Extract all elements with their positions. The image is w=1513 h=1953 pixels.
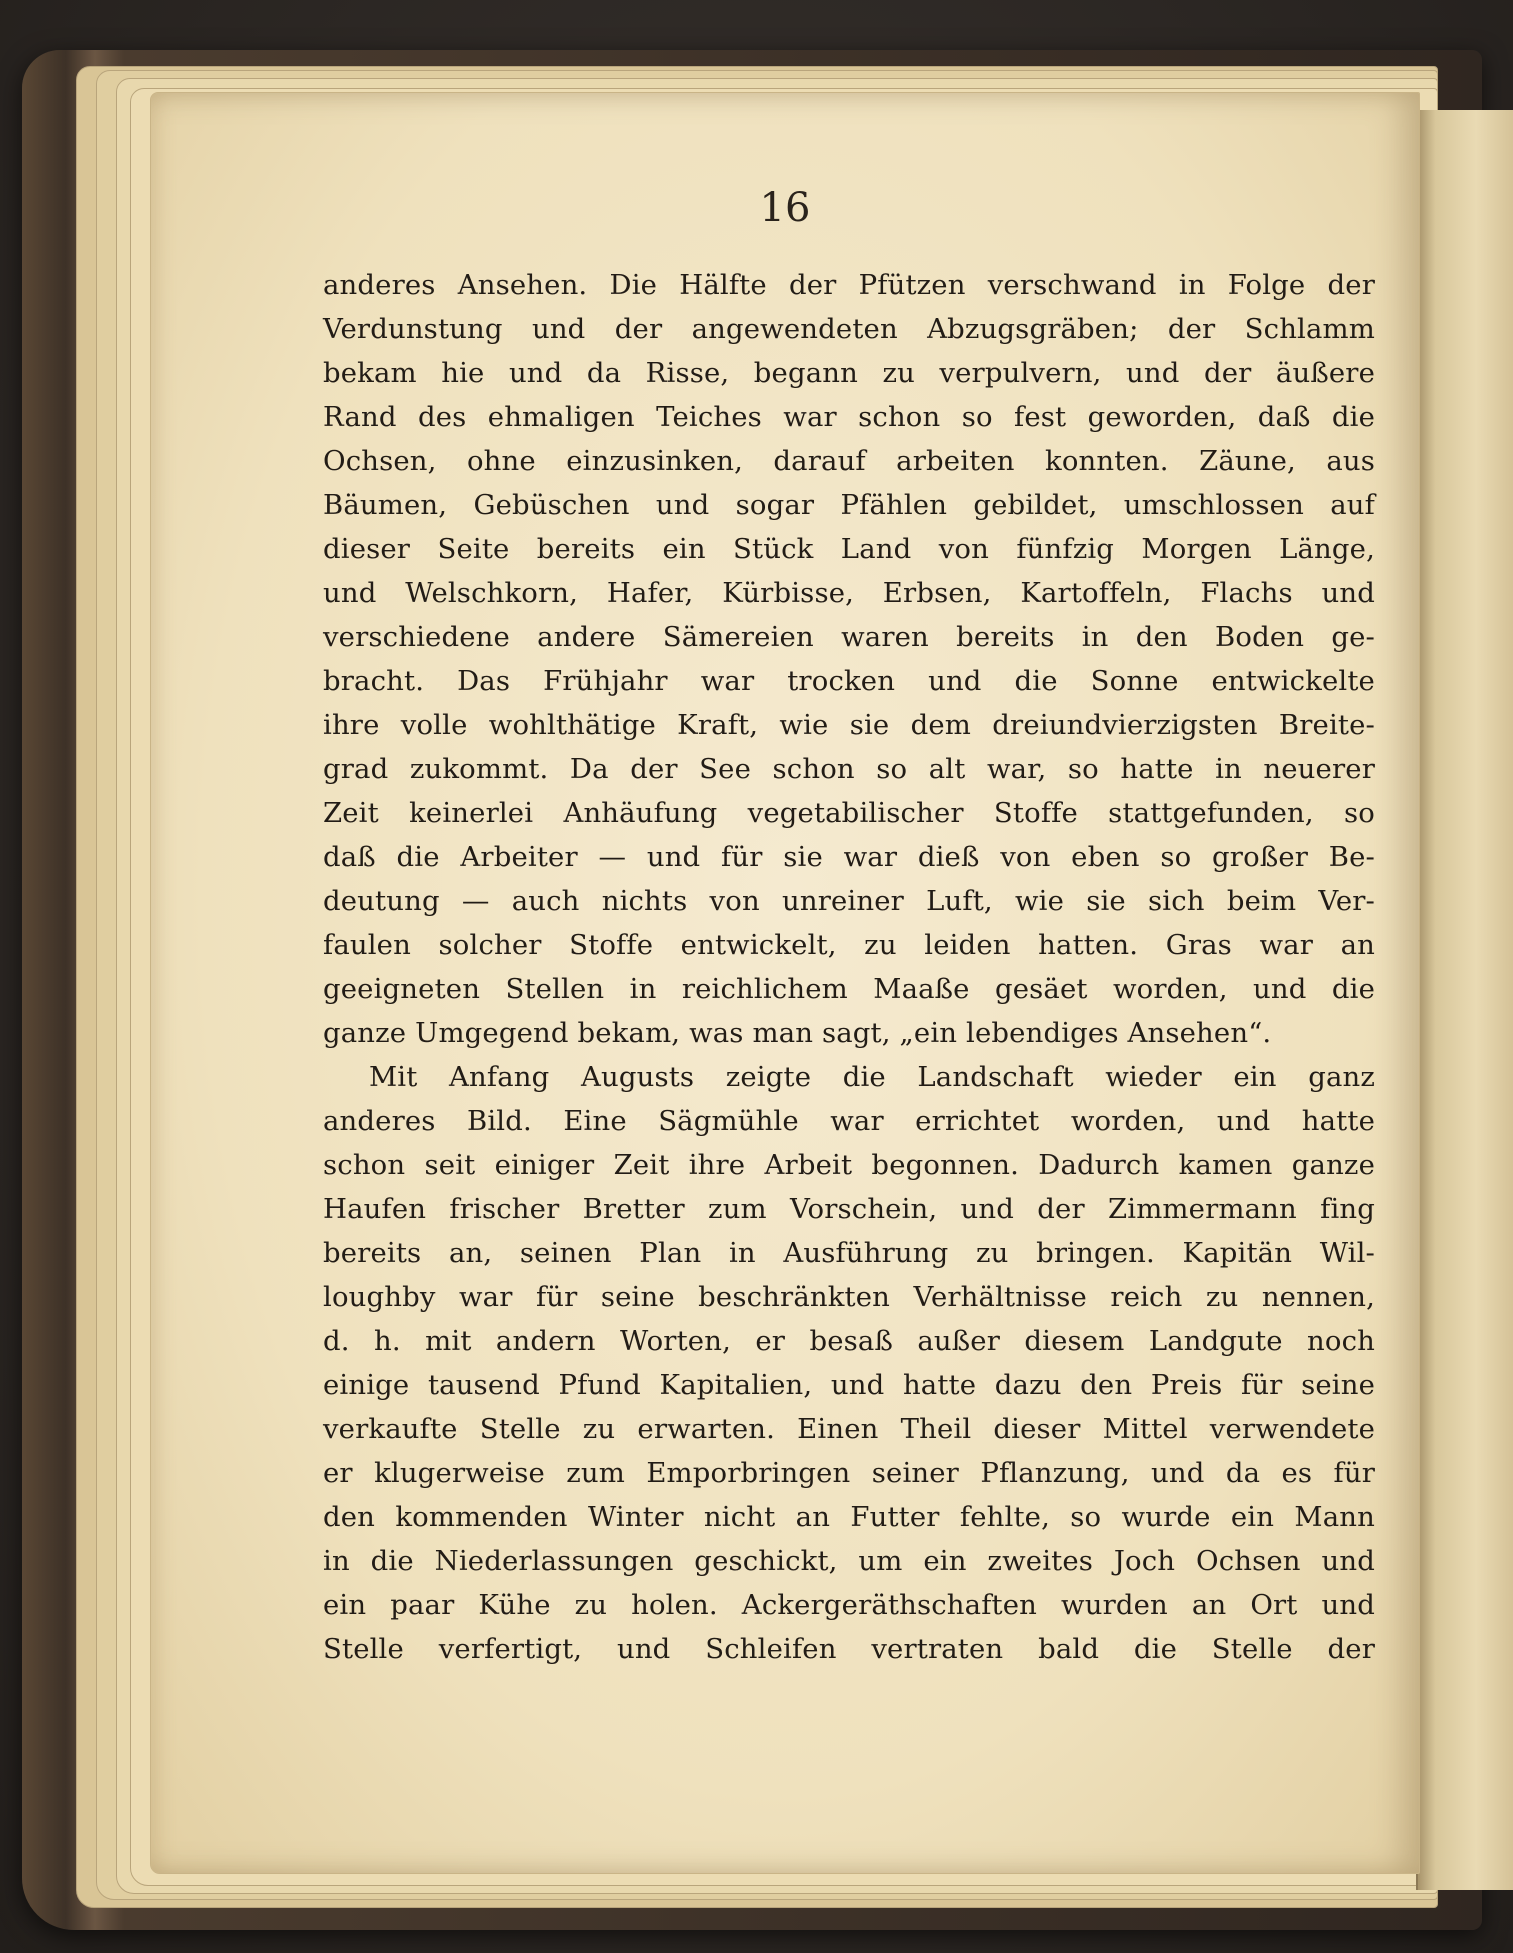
text-line: loughby war für seine beschränkten Verhältnisse reich zu nennen,: [323, 1281, 1375, 1313]
text-line: dieser Seite bereits ein Stück Land von fünfzig Morgen Länge,: [323, 533, 1375, 565]
text-line: schon seit einiger Zeit ihre Arbeit begonnen. Dadurch kamen ganze: [323, 1149, 1375, 1181]
text-line: den kommenden Winter nicht an Futter fehlte, so wurde ein Mann: [323, 1501, 1375, 1533]
text-line: anderes Ansehen. Die Hälfte der Pfützen verschwand in Folge der: [323, 269, 1375, 301]
text-line: Haufen frischer Bretter zum Vorschein, und der Zimmermann fing: [323, 1193, 1375, 1225]
text-line: geeigneten Stellen in reichlichem Maaße gesäet worden, und die: [323, 973, 1375, 1005]
text-line: bereits an, seinen Plan in Ausführung zu bringen. Kapitän Wil-: [323, 1237, 1375, 1269]
text-line: ihre volle wohlthätige Kraft, wie sie dem dreiundvierzigsten Breite-: [323, 709, 1375, 741]
text-line: faulen solcher Stoffe entwickelt, zu leiden hatten. Gras war an: [323, 929, 1375, 961]
text-line: Verdunstung und der angewendeten Abzugsgräben; der Schlamm: [323, 313, 1375, 345]
text-line: bracht. Das Frühjahr war trocken und die Sonne entwickelte: [323, 665, 1375, 697]
facing-page: [1416, 110, 1513, 1890]
text-line: Bäumen, Gebüschen und sogar Pfählen gebildet, umschlossen auf: [323, 489, 1375, 521]
text-line: bekam hie und da Risse, begann zu verpulvern, und der äußere: [323, 357, 1375, 389]
text-line: verschiedene andere Sämereien waren bereits in den Boden ge-: [323, 621, 1375, 653]
page-number: 16: [759, 185, 811, 231]
text-line: verkaufte Stelle zu erwarten. Einen Theil dieser Mittel verwendete: [323, 1413, 1375, 1445]
text-line: daß die Arbeiter — und für sie war dieß von eben so großer Be-: [323, 841, 1375, 873]
book-page: [150, 92, 1420, 1874]
text-line: anderes Bild. Eine Sägmühle war errichtet worden, und hatte: [323, 1105, 1375, 1137]
text-line: grad zukommt. Da der See schon so alt war, so hatte in neuerer: [323, 753, 1375, 785]
text-line: ganze Umgegend bekam, was man sagt, „ein lebendiges Ansehen“.: [323, 1017, 1272, 1049]
text-line: Stelle verfertigt, und Schleifen vertraten bald die Stelle der: [323, 1633, 1375, 1665]
text-line: Zeit keinerlei Anhäufung vegetabilischer Stoffe stattgefunden, so: [323, 797, 1375, 829]
text-line: einige tausend Pfund Kapitalien, und hatte dazu den Preis für seine: [323, 1369, 1375, 1401]
text-line: Mit Anfang Augusts zeigte die Landschaft wieder ein ganz: [369, 1061, 1375, 1093]
text-line: d. h. mit andern Worten, er besaß außer diesem Landgute noch: [323, 1325, 1375, 1357]
text-line: deutung — auch nichts von unreiner Luft, wie sie sich beim Ver-: [323, 885, 1375, 917]
text-line: er klugerweise zum Emporbringen seiner Pflanzung, und da es für: [323, 1457, 1375, 1489]
text-line: und Welschkorn, Hafer, Kürbisse, Erbsen, Kartoffeln, Flachs und: [323, 577, 1375, 609]
body-text: [323, 263, 1375, 1671]
text-line: ein paar Kühe zu holen. Ackergeräthschaften wurden an Ort und: [323, 1589, 1375, 1621]
text-line: Rand des ehmaligen Teiches war schon so fest geworden, daß die: [323, 401, 1375, 433]
text-line: in die Niederlassungen geschickt, um ein zweites Joch Ochsen und: [323, 1545, 1375, 1577]
text-line: Ochsen, ohne einzusinken, darauf arbeiten konnten. Zäune, aus: [323, 445, 1375, 477]
